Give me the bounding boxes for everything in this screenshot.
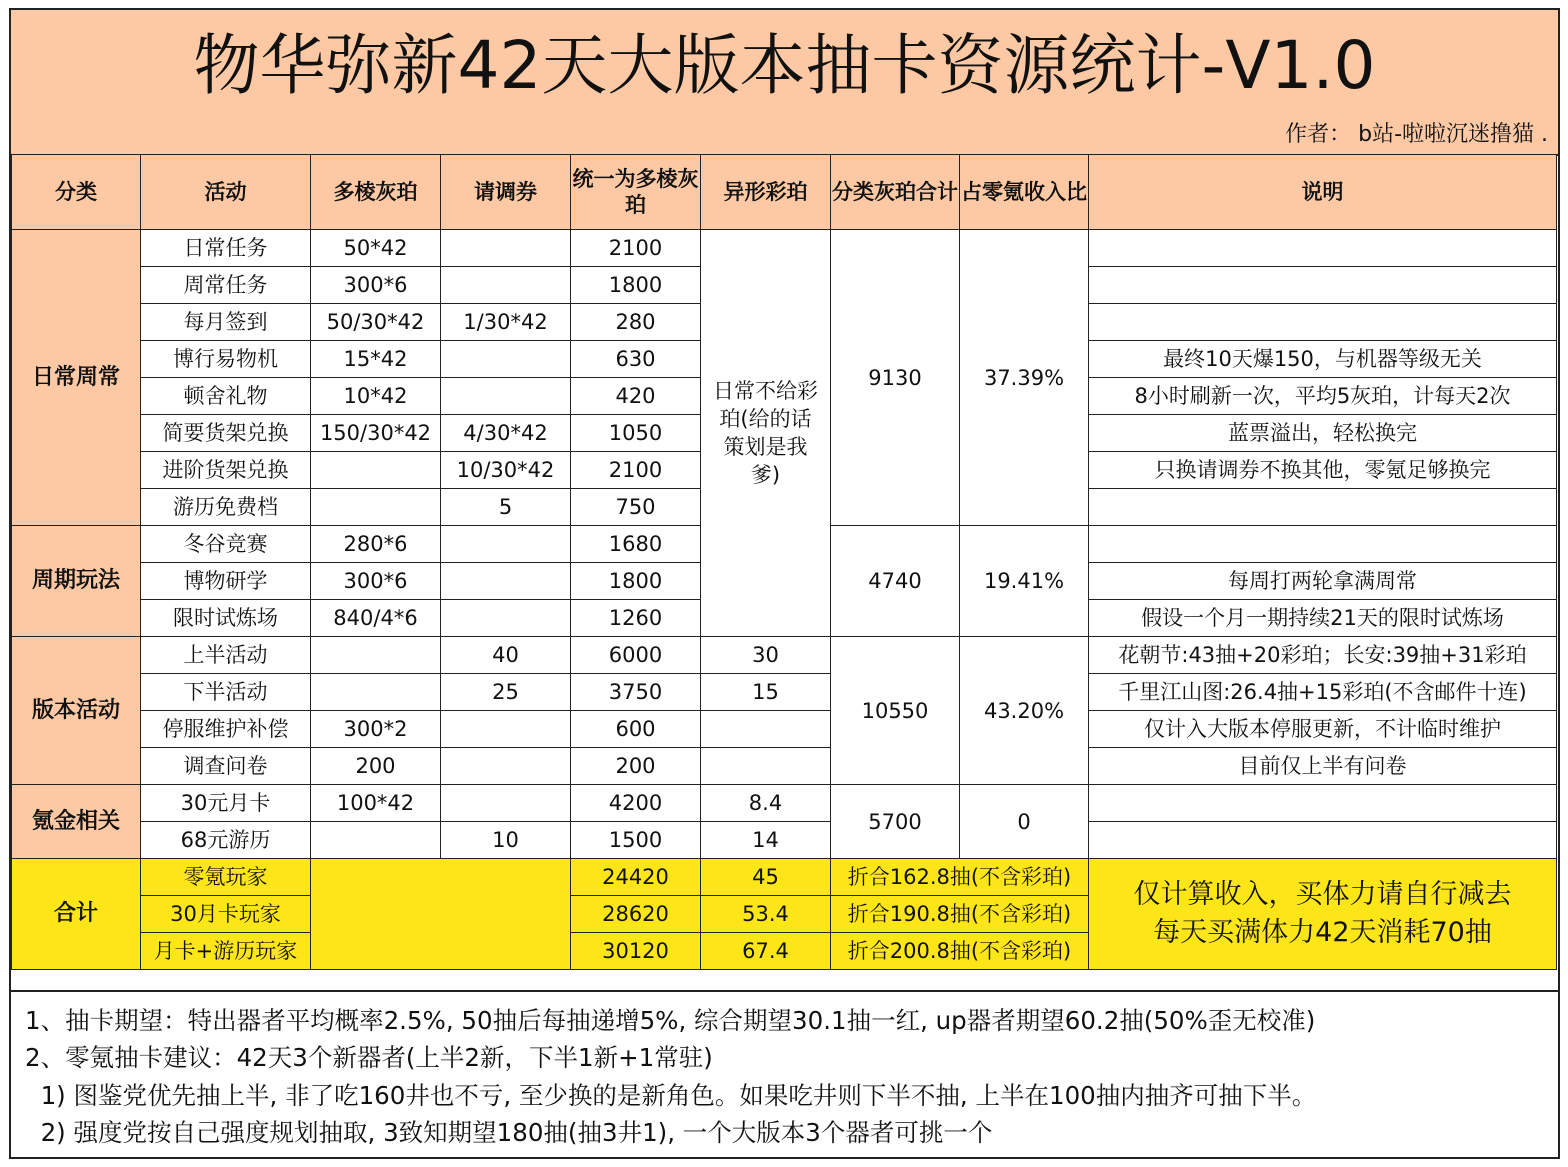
activity-cell: 进阶货架兑换	[141, 452, 311, 489]
subtotal-cell: 4740	[831, 526, 960, 637]
activity-cell: 30元月卡	[141, 785, 311, 822]
player-type-cell: 月卡+游历玩家	[141, 933, 311, 970]
unified-cell: 6000	[571, 637, 701, 674]
coupon-cell	[441, 785, 571, 822]
duoleng-cell: 150/30*42	[311, 415, 441, 452]
duoleng-cell: 100*42	[311, 785, 441, 822]
duoleng-cell: 300*6	[311, 563, 441, 600]
unified-cell: 1500	[571, 822, 701, 859]
unified-cell: 630	[571, 341, 701, 378]
category-cell: 周期玩法	[12, 526, 141, 637]
duoleng-cell	[311, 674, 441, 711]
activity-cell: 停服维护补偿	[141, 711, 311, 748]
duoleng-cell: 300*6	[311, 267, 441, 304]
unified-cell: 2100	[571, 452, 701, 489]
header-note: 说明	[1089, 155, 1557, 230]
unified-cell: 1260	[571, 600, 701, 637]
total-note-cell	[1089, 859, 1557, 970]
activity-cell: 下半活动	[141, 674, 311, 711]
spreadsheet	[9, 8, 1560, 1159]
note-cell: 假设一个月一期持续21天的限时试炼场	[1089, 600, 1557, 637]
duoleng-cell: 300*2	[311, 711, 441, 748]
subtotal-cell: 5700	[831, 785, 960, 859]
table-row	[12, 748, 1557, 785]
unified-cell: 4200	[571, 785, 701, 822]
table-row	[12, 674, 1557, 711]
color-note: 日常不给彩珀(给的话策划是我爹)	[713, 379, 818, 487]
unified-cell: 1800	[571, 267, 701, 304]
unified-cell: 600	[571, 711, 701, 748]
title-block	[11, 10, 1558, 156]
coupon-cell: 4/30*42	[441, 415, 571, 452]
subtotal-cell: 10550	[831, 637, 960, 785]
duoleng-cell: 15*42	[311, 341, 441, 378]
unified-cell: 3750	[571, 674, 701, 711]
coupon-cell: 25	[441, 674, 571, 711]
resource-table	[11, 154, 1557, 970]
note-cell	[1089, 785, 1557, 822]
note-line: 2、零氪抽卡建议：42天3个新器者(上半2新，下半1新+1常驻)	[25, 1043, 713, 1072]
duoleng-cell	[311, 637, 441, 674]
duoleng-cell: 50*42	[311, 230, 441, 267]
header-subtotal: 分类灰珀合计	[831, 155, 960, 230]
category-cell: 氪金相关	[12, 785, 141, 859]
activity-cell: 博行易物机	[141, 341, 311, 378]
subtotal-cell: 9130	[831, 230, 960, 526]
total-color-cell: 53.4	[701, 896, 831, 933]
duoleng-cell	[311, 822, 441, 859]
ratio-cell: 0	[960, 785, 1089, 859]
color-cell	[701, 748, 831, 785]
note-line: 1、抽卡期望：特出器者平均概率2.5%, 50抽后每抽递增5%, 综合期望30.1抽一红, up器者期望60.2抽(50%歪无校准)	[25, 1006, 1316, 1035]
coupon-cell	[441, 526, 571, 563]
activity-cell: 日常任务	[141, 230, 311, 267]
table-row	[12, 711, 1557, 748]
duoleng-cell	[311, 452, 441, 489]
player-type-cell: 30月卡玩家	[141, 896, 311, 933]
note-line: 1) 图鉴党优先抽上半, 非了吃160井也不亏, 至少换的是新角色。如果吃井则下半不抽, 上半在100抽内抽齐可抽下半。	[25, 1081, 1317, 1110]
header-duoleng: 多棱灰珀	[311, 155, 441, 230]
ratio-cell: 43.20%	[960, 637, 1089, 785]
coupon-cell	[441, 748, 571, 785]
note-cell	[1089, 526, 1557, 563]
total-row	[12, 859, 1557, 896]
note-cell	[1089, 230, 1557, 267]
coupon-cell: 5	[441, 489, 571, 526]
unified-cell: 200	[571, 748, 701, 785]
coupon-cell	[441, 341, 571, 378]
unified-cell: 2100	[571, 230, 701, 267]
note-cell	[1089, 304, 1557, 341]
total-color-cell: 67.4	[701, 933, 831, 970]
activity-cell: 68元游历	[141, 822, 311, 859]
color-cell: 30	[701, 637, 831, 674]
coupon-cell	[441, 563, 571, 600]
header-row	[12, 155, 1557, 230]
unified-cell: 1800	[571, 563, 701, 600]
color-cell: 14	[701, 822, 831, 859]
total-color-cell: 45	[701, 859, 831, 896]
table-row	[12, 637, 1557, 674]
activity-cell: 限时试炼场	[141, 600, 311, 637]
note-cell: 千里江山图:26.4抽+15彩珀(不含邮件十连)	[1089, 674, 1557, 711]
duoleng-cell: 50/30*42	[311, 304, 441, 341]
note-cell: 最终10天爆150，与机器等级无关	[1089, 341, 1557, 378]
total-note-line: 仅计算收入，买体力请自行减去	[1133, 879, 1512, 910]
total-pulls-cell: 折合200.8抽(不含彩珀)	[831, 933, 1089, 970]
note-cell: 只换请调券不换其他，零氪足够换完	[1089, 452, 1557, 489]
unified-cell: 750	[571, 489, 701, 526]
activity-cell: 上半活动	[141, 637, 311, 674]
total-pulls-cell: 折合190.8抽(不含彩珀)	[831, 896, 1089, 933]
coupon-cell	[441, 600, 571, 637]
coupon-cell	[441, 378, 571, 415]
activity-cell: 顿舍礼物	[141, 378, 311, 415]
ratio-cell: 37.39%	[960, 230, 1089, 526]
header-color: 异形彩珀	[701, 155, 831, 230]
unified-cell: 1680	[571, 526, 701, 563]
note-cell	[1089, 489, 1557, 526]
note-cell: 8小时刷新一次，平均5灰珀，计每天2次	[1089, 378, 1557, 415]
header-activity: 活动	[141, 155, 311, 230]
coupon-cell	[441, 267, 571, 304]
color-cell: 15	[701, 674, 831, 711]
note-cell	[1089, 822, 1557, 859]
total-blank-cell	[311, 859, 571, 970]
header-coupon: 请调券	[441, 155, 571, 230]
category-cell: 版本活动	[12, 637, 141, 785]
activity-cell: 每月签到	[141, 304, 311, 341]
unified-cell: 280	[571, 304, 701, 341]
duoleng-cell: 200	[311, 748, 441, 785]
unified-cell: 420	[571, 378, 701, 415]
total-unified-cell: 24420	[571, 859, 701, 896]
header-ratio: 占零氪收入比	[960, 155, 1089, 230]
unified-cell: 1050	[571, 415, 701, 452]
activity-cell: 周常任务	[141, 267, 311, 304]
activity-cell: 调查问卷	[141, 748, 311, 785]
activity-cell: 游历免费档	[141, 489, 311, 526]
note-cell	[1089, 267, 1557, 304]
coupon-cell: 1/30*42	[441, 304, 571, 341]
duoleng-cell: 10*42	[311, 378, 441, 415]
duoleng-cell	[311, 489, 441, 526]
page-title: 物华弥新42天大版本抽卡资源统计-V1.0	[193, 27, 1376, 104]
header-category: 分类	[12, 155, 141, 230]
total-pulls-cell: 折合162.8抽(不含彩珀)	[831, 859, 1089, 896]
duoleng-cell: 840/4*6	[311, 600, 441, 637]
note-cell: 蓝票溢出，轻松换完	[1089, 415, 1557, 452]
color-note-cell	[701, 230, 831, 637]
note-line: 2) 强度党按自己强度规划抽取, 3致知期望180抽(抽3井1), 一个大版本3个器者可挑一个	[25, 1118, 993, 1147]
total-note-line: 每天买满体力42天消耗70抽	[1153, 917, 1492, 948]
total-unified-cell: 28620	[571, 896, 701, 933]
note-cell: 花朝节:43抽+20彩珀；长安:39抽+31彩珀	[1089, 637, 1557, 674]
coupon-cell	[441, 230, 571, 267]
player-type-cell: 零氪玩家	[141, 859, 311, 896]
table-row	[12, 785, 1557, 822]
duoleng-cell: 280*6	[311, 526, 441, 563]
header-unified: 统一为多棱灰珀	[571, 155, 701, 230]
total-label: 合计	[12, 859, 141, 970]
note-cell: 目前仅上半有问卷	[1089, 748, 1557, 785]
total-unified-cell: 30120	[571, 933, 701, 970]
table-row	[12, 230, 1557, 267]
note-cell: 每周打两轮拿满周常	[1089, 563, 1557, 600]
note-cell: 仅计入大版本停服更新，不计临时维护	[1089, 711, 1557, 748]
category-cell: 日常周常	[12, 230, 141, 526]
color-cell: 8.4	[701, 785, 831, 822]
coupon-cell: 40	[441, 637, 571, 674]
coupon-cell	[441, 711, 571, 748]
coupon-cell: 10/30*42	[441, 452, 571, 489]
ratio-cell: 19.41%	[960, 526, 1089, 637]
coupon-cell: 10	[441, 822, 571, 859]
notes-section	[11, 990, 1558, 1161]
activity-cell: 冬谷竞赛	[141, 526, 311, 563]
table-row	[12, 822, 1557, 859]
color-cell	[701, 711, 831, 748]
author-credit: 作者： b站-啦啦沉迷撸猫 .	[1285, 122, 1548, 147]
activity-cell: 博物研学	[141, 563, 311, 600]
activity-cell: 简要货架兑换	[141, 415, 311, 452]
